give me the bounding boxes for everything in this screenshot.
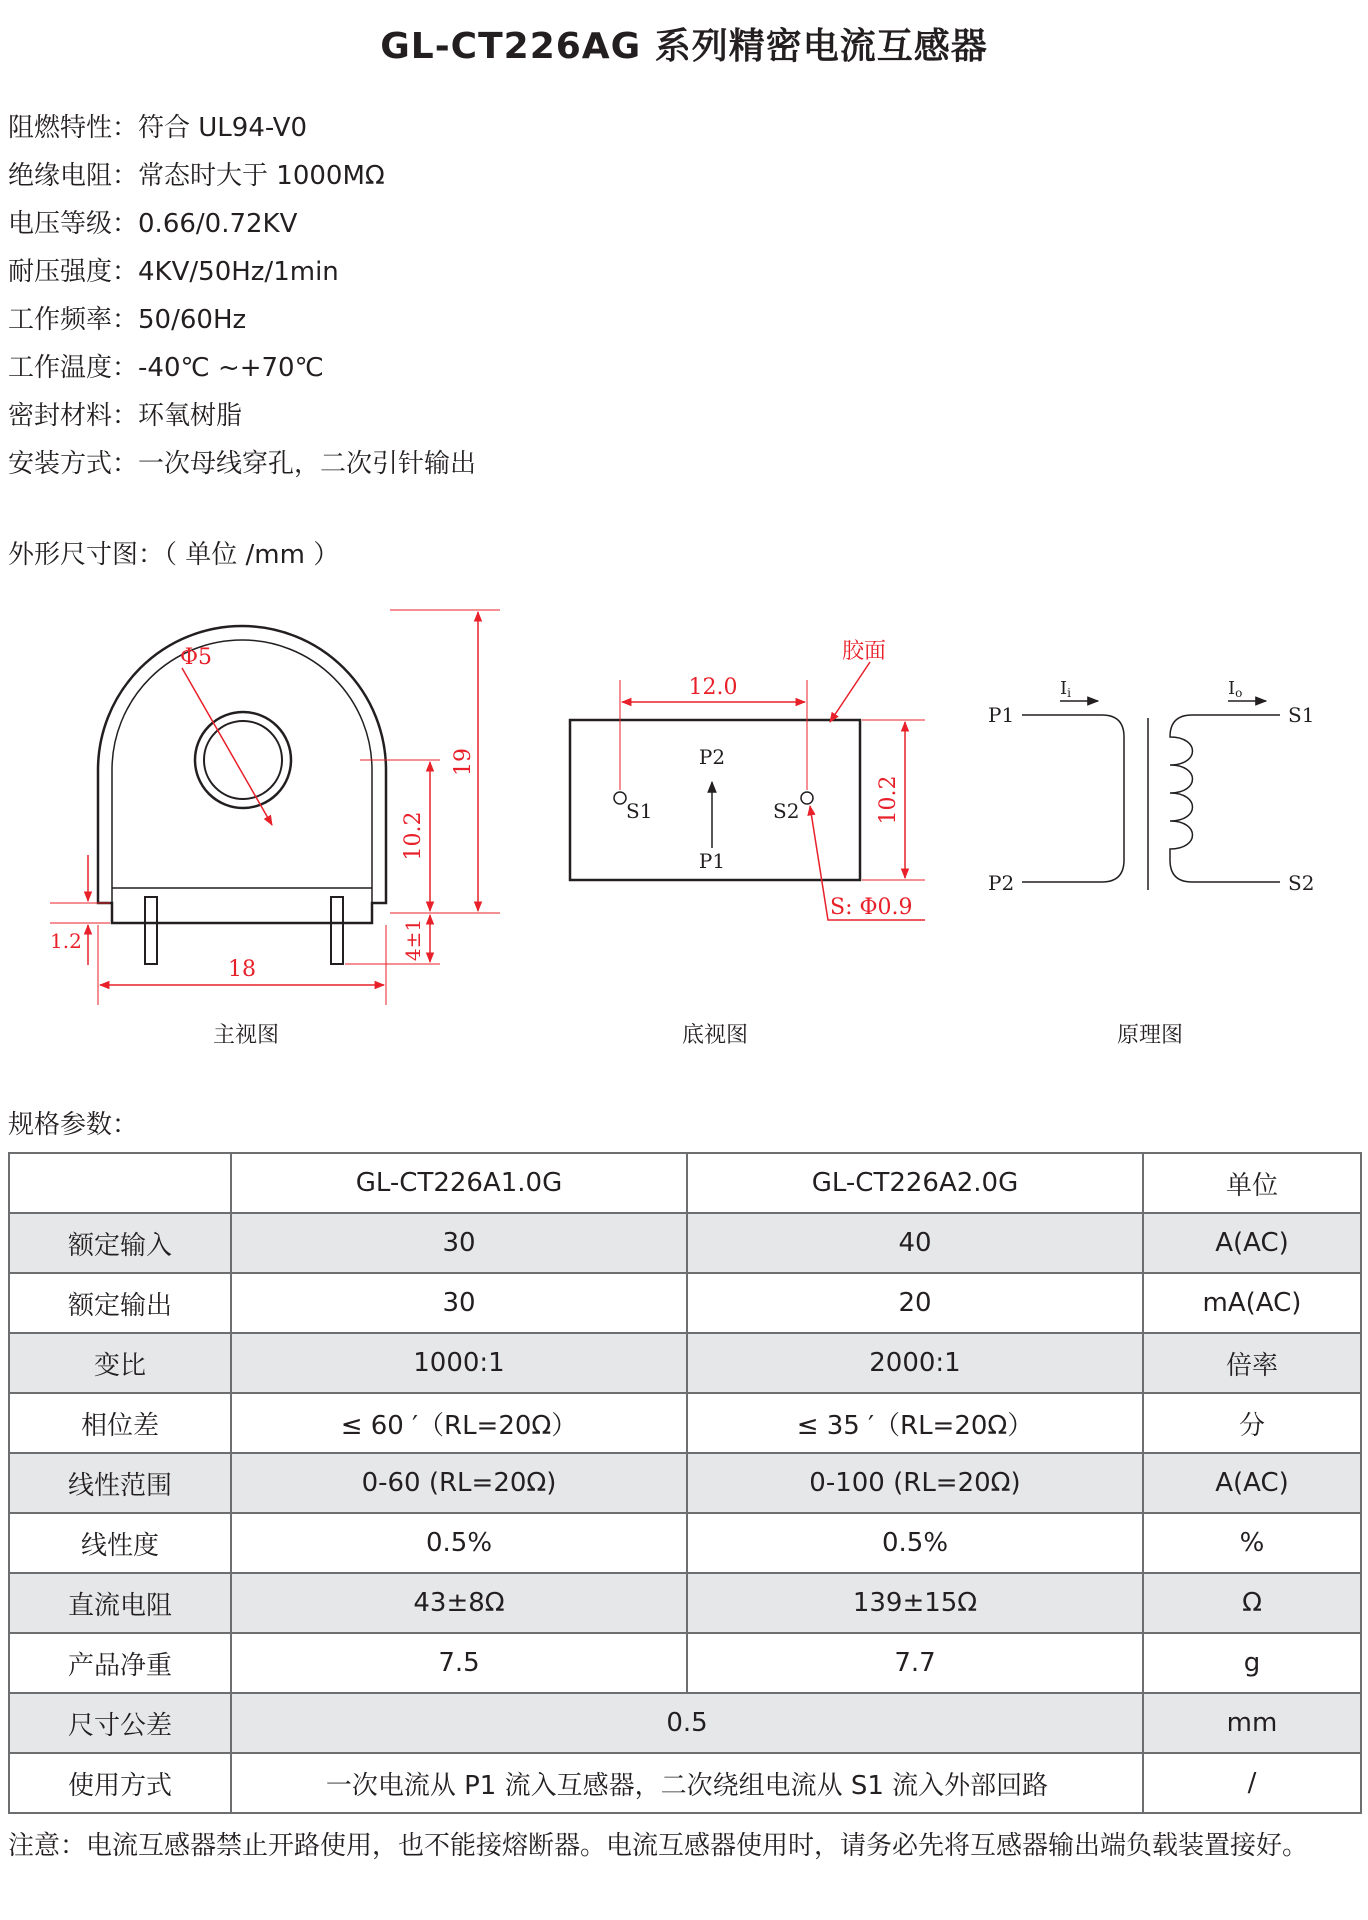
row-label: 尺寸公差: [9, 1693, 231, 1753]
schematic-s2: S2: [1288, 871, 1315, 895]
row-label: 使用方式: [9, 1753, 231, 1813]
table-cell: 一次电流从 P1 流入互感器，二次绕组电流从 S1 流入外部回路: [231, 1753, 1143, 1813]
bottom-view: [570, 639, 925, 1048]
warning-note: 注意：电流互感器禁止开路使用，也不能接熔断器。电流互感器使用时，请务必先将互感器输出端负载装置接好。: [8, 1831, 1309, 1861]
bottom-pin-dia: S: Φ0.9: [830, 895, 913, 920]
table-row: [9, 1393, 1361, 1453]
secondary-coil: [1170, 715, 1280, 882]
schematic-p2: P2: [988, 871, 1015, 895]
table-cell: 30: [231, 1273, 687, 1333]
schematic-p1: P1: [988, 703, 1015, 727]
table-header-cell: [9, 1153, 231, 1213]
page-title: GL-CT226AG 系列精密电流互感器: [380, 26, 988, 67]
table-cell: ≤ 60 ′（RL=20Ω）: [231, 1393, 687, 1453]
table-header-cell: GL-CT226A1.0G: [231, 1153, 687, 1213]
schematic-caption: 原理图: [1116, 1023, 1184, 1048]
table-header-cell: 单位: [1143, 1153, 1361, 1213]
table-cell: g: [1143, 1633, 1361, 1693]
table-cell: 7.7: [687, 1633, 1143, 1693]
bottom-view-caption: 底视图: [681, 1023, 749, 1048]
table-row-usage: [9, 1753, 1361, 1813]
spec-list: [8, 104, 476, 488]
schematic-io: Io: [1228, 678, 1243, 700]
front-pin-left: [145, 897, 157, 964]
table-cell: 0.5: [231, 1693, 1143, 1753]
front-height: 19: [451, 748, 476, 776]
row-label: 额定输出: [9, 1273, 231, 1333]
front-view-caption: 主视图: [212, 1023, 280, 1048]
row-label: 额定输入: [9, 1213, 231, 1273]
table-cell: %: [1143, 1513, 1361, 1573]
front-hole-dia: Φ5: [180, 645, 213, 670]
schematic-view: [988, 678, 1314, 1048]
dimension-drawings: [0, 590, 1368, 1060]
bottom-label-s2: S2: [773, 799, 800, 823]
spec-row-mounting: 安装方式：一次母线穿孔，二次引针输出: [8, 449, 477, 479]
row-label: 产品净重: [9, 1633, 231, 1693]
table-cell: 30: [231, 1213, 687, 1273]
table-row: [9, 1573, 1361, 1633]
spec-row-temperature: 工作温度：-40℃ ~+70℃: [8, 353, 324, 383]
primary-hole-inner: [204, 721, 282, 799]
table-cell: 139±15Ω: [687, 1573, 1143, 1633]
table-cell: 7.5: [231, 1633, 687, 1693]
bottom-depth: 10.2: [876, 775, 901, 825]
spec-row-flame: 阻燃特性：符合 UL94-V0: [8, 113, 308, 143]
bottom-glue-face: 胶面: [842, 639, 887, 664]
params-heading: 规格参数：: [8, 1110, 139, 1140]
table-cell: 20: [687, 1273, 1143, 1333]
table-cell: 0.5%: [687, 1513, 1143, 1573]
table-cell: 倍率: [1143, 1333, 1361, 1393]
spec-row-frequency: 工作频率：50/60Hz: [8, 305, 247, 335]
table-cell: /: [1143, 1753, 1361, 1813]
spec-row-withstand: 耐压强度：4KV/50Hz/1min: [8, 257, 339, 287]
front-width: 18: [228, 957, 256, 982]
spec-row-insulation: 绝缘电阻：常态时大于 1000MΩ: [8, 161, 385, 191]
dimensions-heading: 外形尺寸图：（ 单位 /mm ）: [8, 540, 340, 570]
table-cell: 43±8Ω: [231, 1573, 687, 1633]
row-label: 线性度: [9, 1513, 231, 1573]
table-cell: A(AC): [1143, 1213, 1361, 1273]
row-label: 直流电阻: [9, 1573, 231, 1633]
schematic-s1: S1: [1288, 703, 1315, 727]
front-view: [50, 610, 500, 1048]
table-cell: 2000:1: [687, 1333, 1143, 1393]
front-pin-right: [331, 897, 343, 964]
table-row: [9, 1453, 1361, 1513]
spec-row-material: 密封材料：环氧树脂: [8, 401, 243, 431]
spec-row-voltage: 电压等级：0.66/0.72KV: [8, 209, 298, 239]
row-label: 相位差: [9, 1393, 231, 1453]
front-center-height: 10.2: [401, 811, 426, 861]
table-cell: 分: [1143, 1393, 1361, 1453]
bottom-pin-spacing: 12.0: [688, 675, 738, 700]
table-cell: ≤ 35 ′（RL=20Ω）: [687, 1393, 1143, 1453]
spec-table: [8, 1152, 1362, 1814]
table-row: [9, 1333, 1361, 1393]
front-pin-length: 4±1: [401, 918, 425, 962]
table-cell: 0-100 (RL=20Ω): [687, 1453, 1143, 1513]
table-cell: mA(AC): [1143, 1273, 1361, 1333]
table-header-row: [9, 1153, 1361, 1213]
bottom-pin-s1: [614, 792, 626, 804]
table-cell: 1000:1: [231, 1333, 687, 1393]
table-cell: 0.5%: [231, 1513, 687, 1573]
primary-wire: [1022, 715, 1124, 882]
table-row: [9, 1273, 1361, 1333]
row-label: 线性范围: [9, 1453, 231, 1513]
table-row-tolerance: [9, 1693, 1361, 1753]
primary-hole-outer: [195, 712, 291, 808]
bottom-label-p1: P1: [698, 849, 726, 873]
schematic-ii: Ii: [1060, 678, 1071, 700]
table-cell: Ω: [1143, 1573, 1361, 1633]
bottom-label-s1: S1: [626, 799, 653, 823]
row-label: 变比: [9, 1333, 231, 1393]
table-row: [9, 1633, 1361, 1693]
table-row: [9, 1213, 1361, 1273]
front-body-outline: [98, 626, 386, 923]
bottom-label-p2: P2: [698, 745, 726, 769]
table-row: [9, 1513, 1361, 1573]
table-cell: mm: [1143, 1693, 1361, 1753]
table-cell: 40: [687, 1213, 1143, 1273]
bottom-pin-s2: [801, 792, 813, 804]
table-cell: 0-60 (RL=20Ω): [231, 1453, 687, 1513]
front-base-offset: 1.2: [50, 929, 82, 953]
table-cell: A(AC): [1143, 1453, 1361, 1513]
table-header-cell: GL-CT226A2.0G: [687, 1153, 1143, 1213]
